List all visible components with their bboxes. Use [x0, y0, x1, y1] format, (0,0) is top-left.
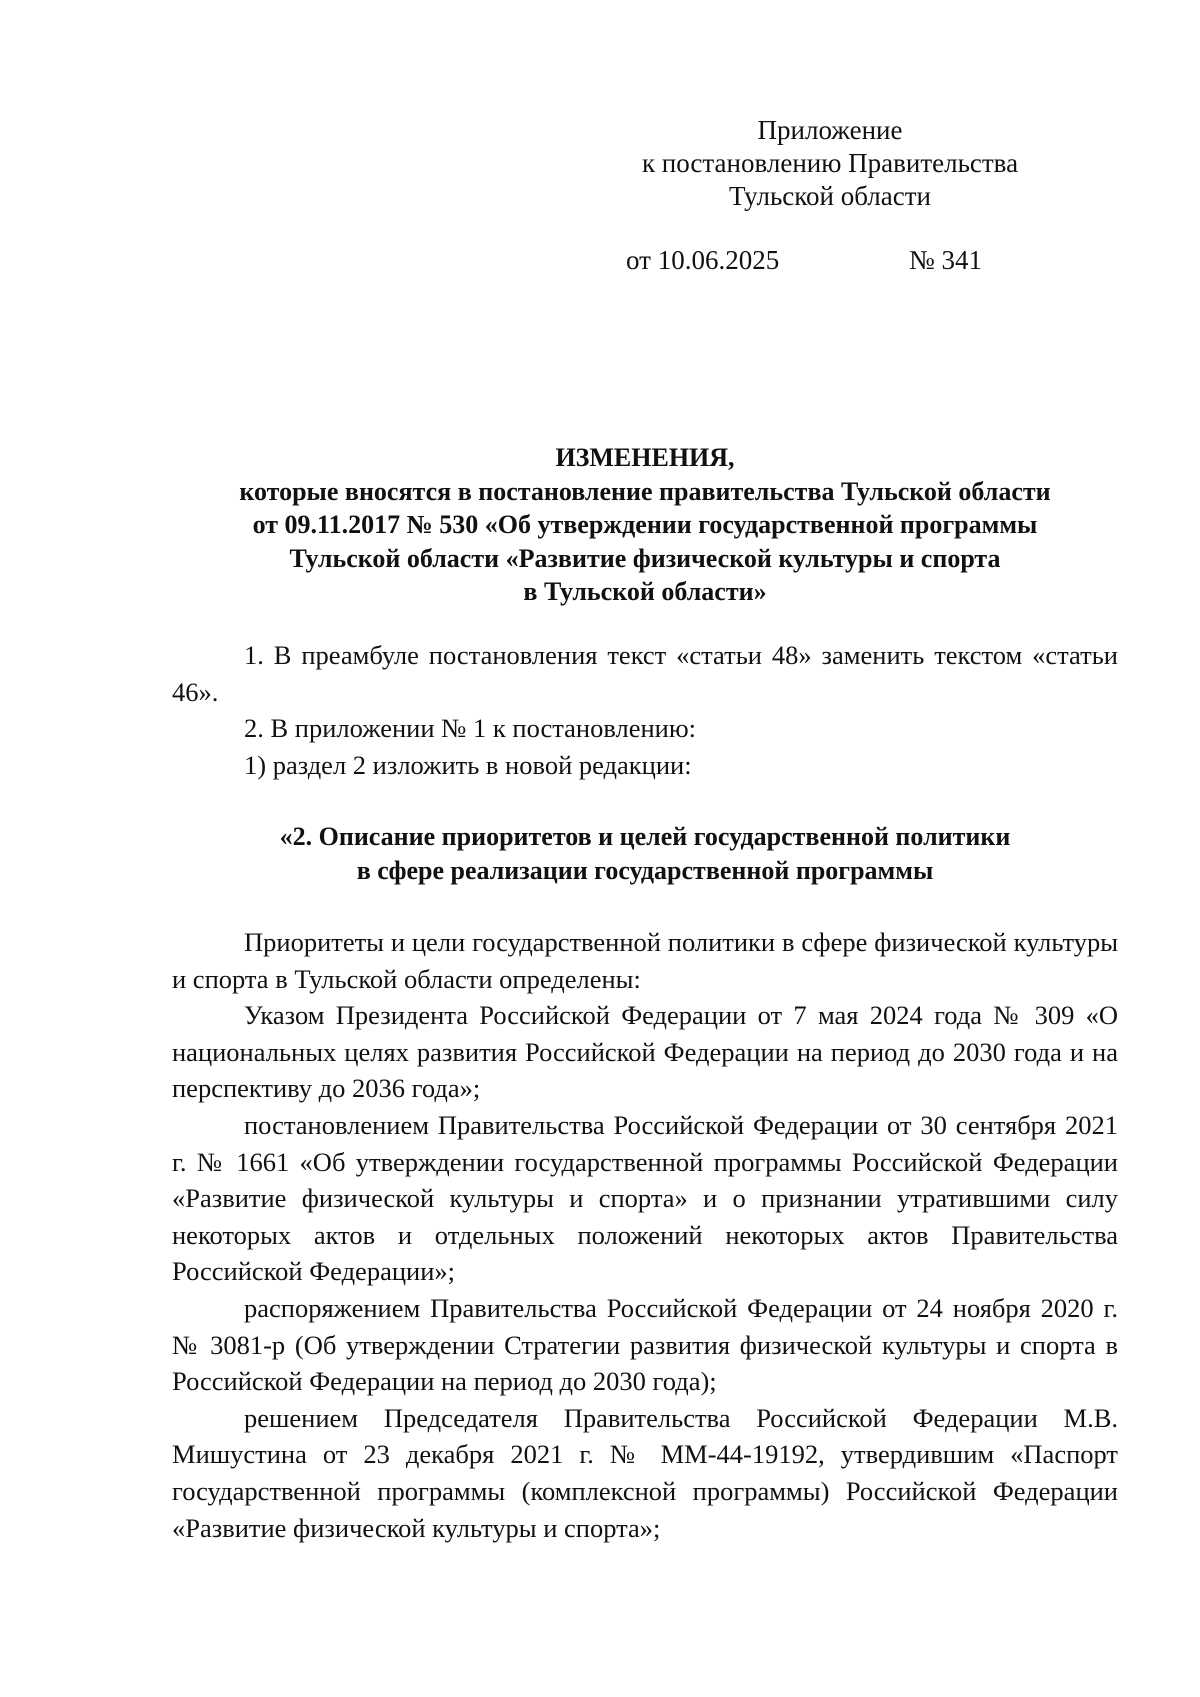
section-title-line: «2. Описание приоритетов и целей государственной политики: [279, 822, 1011, 851]
paragraph: 2. В приложении № 1 к постановлению:: [244, 713, 697, 744]
appendix-region: Тульской области: [729, 181, 931, 211]
resolution-number: № 341: [909, 245, 983, 275]
title-line: Тульской области «Развитие физической культуры и спорта: [289, 543, 1001, 573]
title-line: которые вносятся в постановление правительства Тульской области: [239, 476, 1051, 506]
paragraph: Указом Президента Российской Федерации от 7 мая 2024 года № 309 «О национальных целях развития Российской Федерации на период до 2030 года и на перспективу до 2036 года»;: [172, 1000, 1118, 1104]
paragraph: 1) раздел 2 изложить в новой редакции:: [244, 749, 692, 780]
paragraph: 1. В преамбуле постановления текст «статьи 48» заменить текстом «статьи 46».: [172, 640, 1118, 707]
paragraph: решением Председателя Правительства Российской Федерации М.В. Мишустина от 23 декабря 2021 г. № ММ-44-19192, утвердившим «Паспорт государственной программы (комплексной программы) Российской Федерации «Развитие физической культуры и спорта»;: [172, 1402, 1118, 1543]
paragraph: постановлением Правительства Российской Федерации от 30 сентября 2021 г. № 1661 «Об утверждении государственной программы Российской Федерации «Развитие физической культуры и спорта» и о признании утратившими силу некоторых актов и отдельных положений некоторых актов Правительства Российской Федерации»;: [172, 1109, 1118, 1287]
section-title: [172, 820, 1118, 887]
appendix-header: [625, 114, 1035, 213]
document-title: [172, 441, 1118, 609]
title-line: от 09.11.2017 № 530 «Об утверждении государственной программы: [252, 510, 1038, 539]
resolution-date: от 10.06.2025: [626, 245, 780, 275]
appendix-reference: к постановлению Правительства: [641, 148, 1019, 178]
intro-block: [172, 637, 1118, 783]
paragraph: распоряжением Правительства Российской Федерации от 24 ноября 2020 г. № 3081-р (Об утверждении Стратегии развития физической культуры и спорта в Российской Федерации на период до 2030 года);: [172, 1292, 1118, 1397]
section-body: [172, 924, 1118, 1546]
section-title-line: в сфере реализации государственной программы: [356, 855, 934, 885]
title-line: ИЗМЕНЕНИЯ,: [555, 443, 735, 472]
appendix-label: Приложение: [757, 115, 903, 145]
paragraph: Приоритеты и цели государственной политики в сфере физической культуры и спорта в Тульской области определены:: [172, 927, 1118, 994]
title-line: в Тульской области»: [523, 577, 767, 606]
